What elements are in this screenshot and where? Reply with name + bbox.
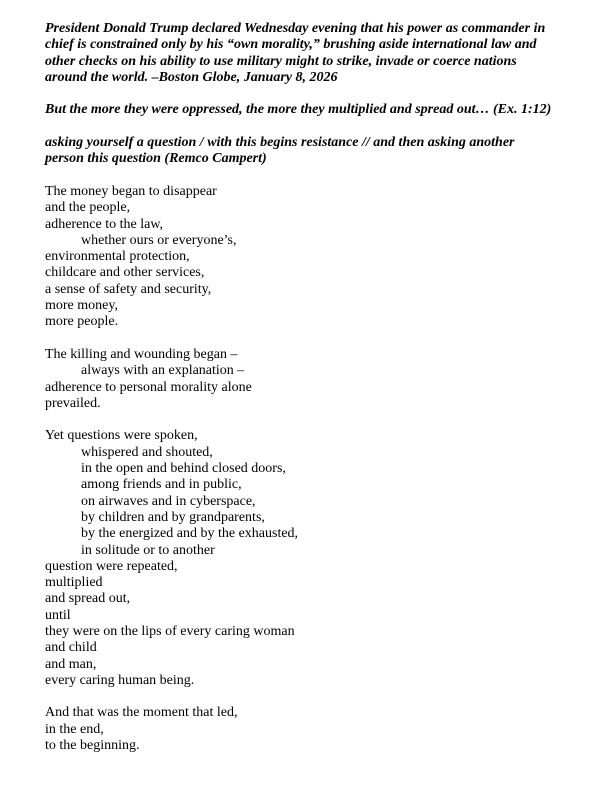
- text-line: by children and by grandparents,: [81, 509, 265, 525]
- text-line: in the open and behind closed doors,: [81, 461, 286, 477]
- text-line: adherence to personal morality alone: [45, 379, 252, 395]
- text-line: whispered and shouted,: [81, 444, 213, 460]
- text-line: every caring human being.: [45, 672, 195, 688]
- text-line: chief is constrained only by his “own morality,” brushing aside international law and: [45, 37, 537, 53]
- text-line: childcare and other services,: [45, 265, 205, 281]
- text-line: on airwaves and in cyberspace,: [81, 493, 256, 509]
- stanza-3: [45, 428, 584, 689]
- text-line: a sense of safety and security,: [45, 281, 212, 297]
- text-line: among friends and in public,: [81, 477, 242, 493]
- text-line: The killing and wounding began –: [45, 346, 238, 362]
- text-line: and the people,: [45, 200, 131, 216]
- text-line: until: [45, 607, 71, 623]
- text-line: whether ours or everyone’s,: [81, 232, 237, 248]
- stanza-4: [45, 705, 584, 754]
- text-line: prevailed.: [45, 395, 101, 411]
- text-line: in the end,: [45, 721, 104, 737]
- text-line: environmental protection,: [45, 249, 190, 265]
- text-line: person this question (Remco Campert): [45, 151, 267, 167]
- text-line: Yet questions were spoken,: [45, 428, 198, 444]
- text-line: other checks on his ability to use military might to strike, invade or coerce nations: [45, 53, 517, 69]
- text-line: multiplied: [45, 575, 103, 591]
- text-line: by the energized and by the exhausted,: [81, 526, 299, 542]
- text-line: they were on the lips of every caring woman: [45, 623, 295, 639]
- text-line: to the beginning.: [45, 738, 140, 754]
- text-line: and spread out,: [45, 591, 131, 607]
- text-line: question were repeated,: [45, 558, 178, 574]
- text-line: always with an explanation –: [81, 363, 245, 379]
- text-line: more people.: [45, 314, 119, 330]
- text-line: But the more they were oppressed, the more they multiplied and spread out… (Ex. 1:12): [45, 102, 552, 118]
- epigraph-campert: [45, 135, 584, 168]
- text-line: And that was the moment that led,: [45, 705, 238, 721]
- text-line: and man,: [45, 656, 97, 672]
- text-line: around the world. –Boston Globe, January 8, 2026: [45, 69, 338, 85]
- text-line: in solitude or to another: [81, 542, 215, 558]
- stanza-1: [45, 184, 584, 331]
- epigraph-exodus: [45, 102, 584, 118]
- text-line: President Donald Trump declared Wednesday evening that his power as commander in: [45, 21, 546, 36]
- text-line: The money began to disappear: [45, 183, 217, 199]
- text-line: asking yourself a question / with this begins resistance // and then asking another: [45, 135, 515, 151]
- text-line: and child: [45, 640, 97, 656]
- stanza-2: [45, 347, 584, 412]
- epigraph-boston-globe: [45, 21, 584, 86]
- text-line: adherence to the law,: [45, 216, 164, 232]
- text-line: more money,: [45, 298, 118, 314]
- poem-document: [45, 21, 584, 754]
